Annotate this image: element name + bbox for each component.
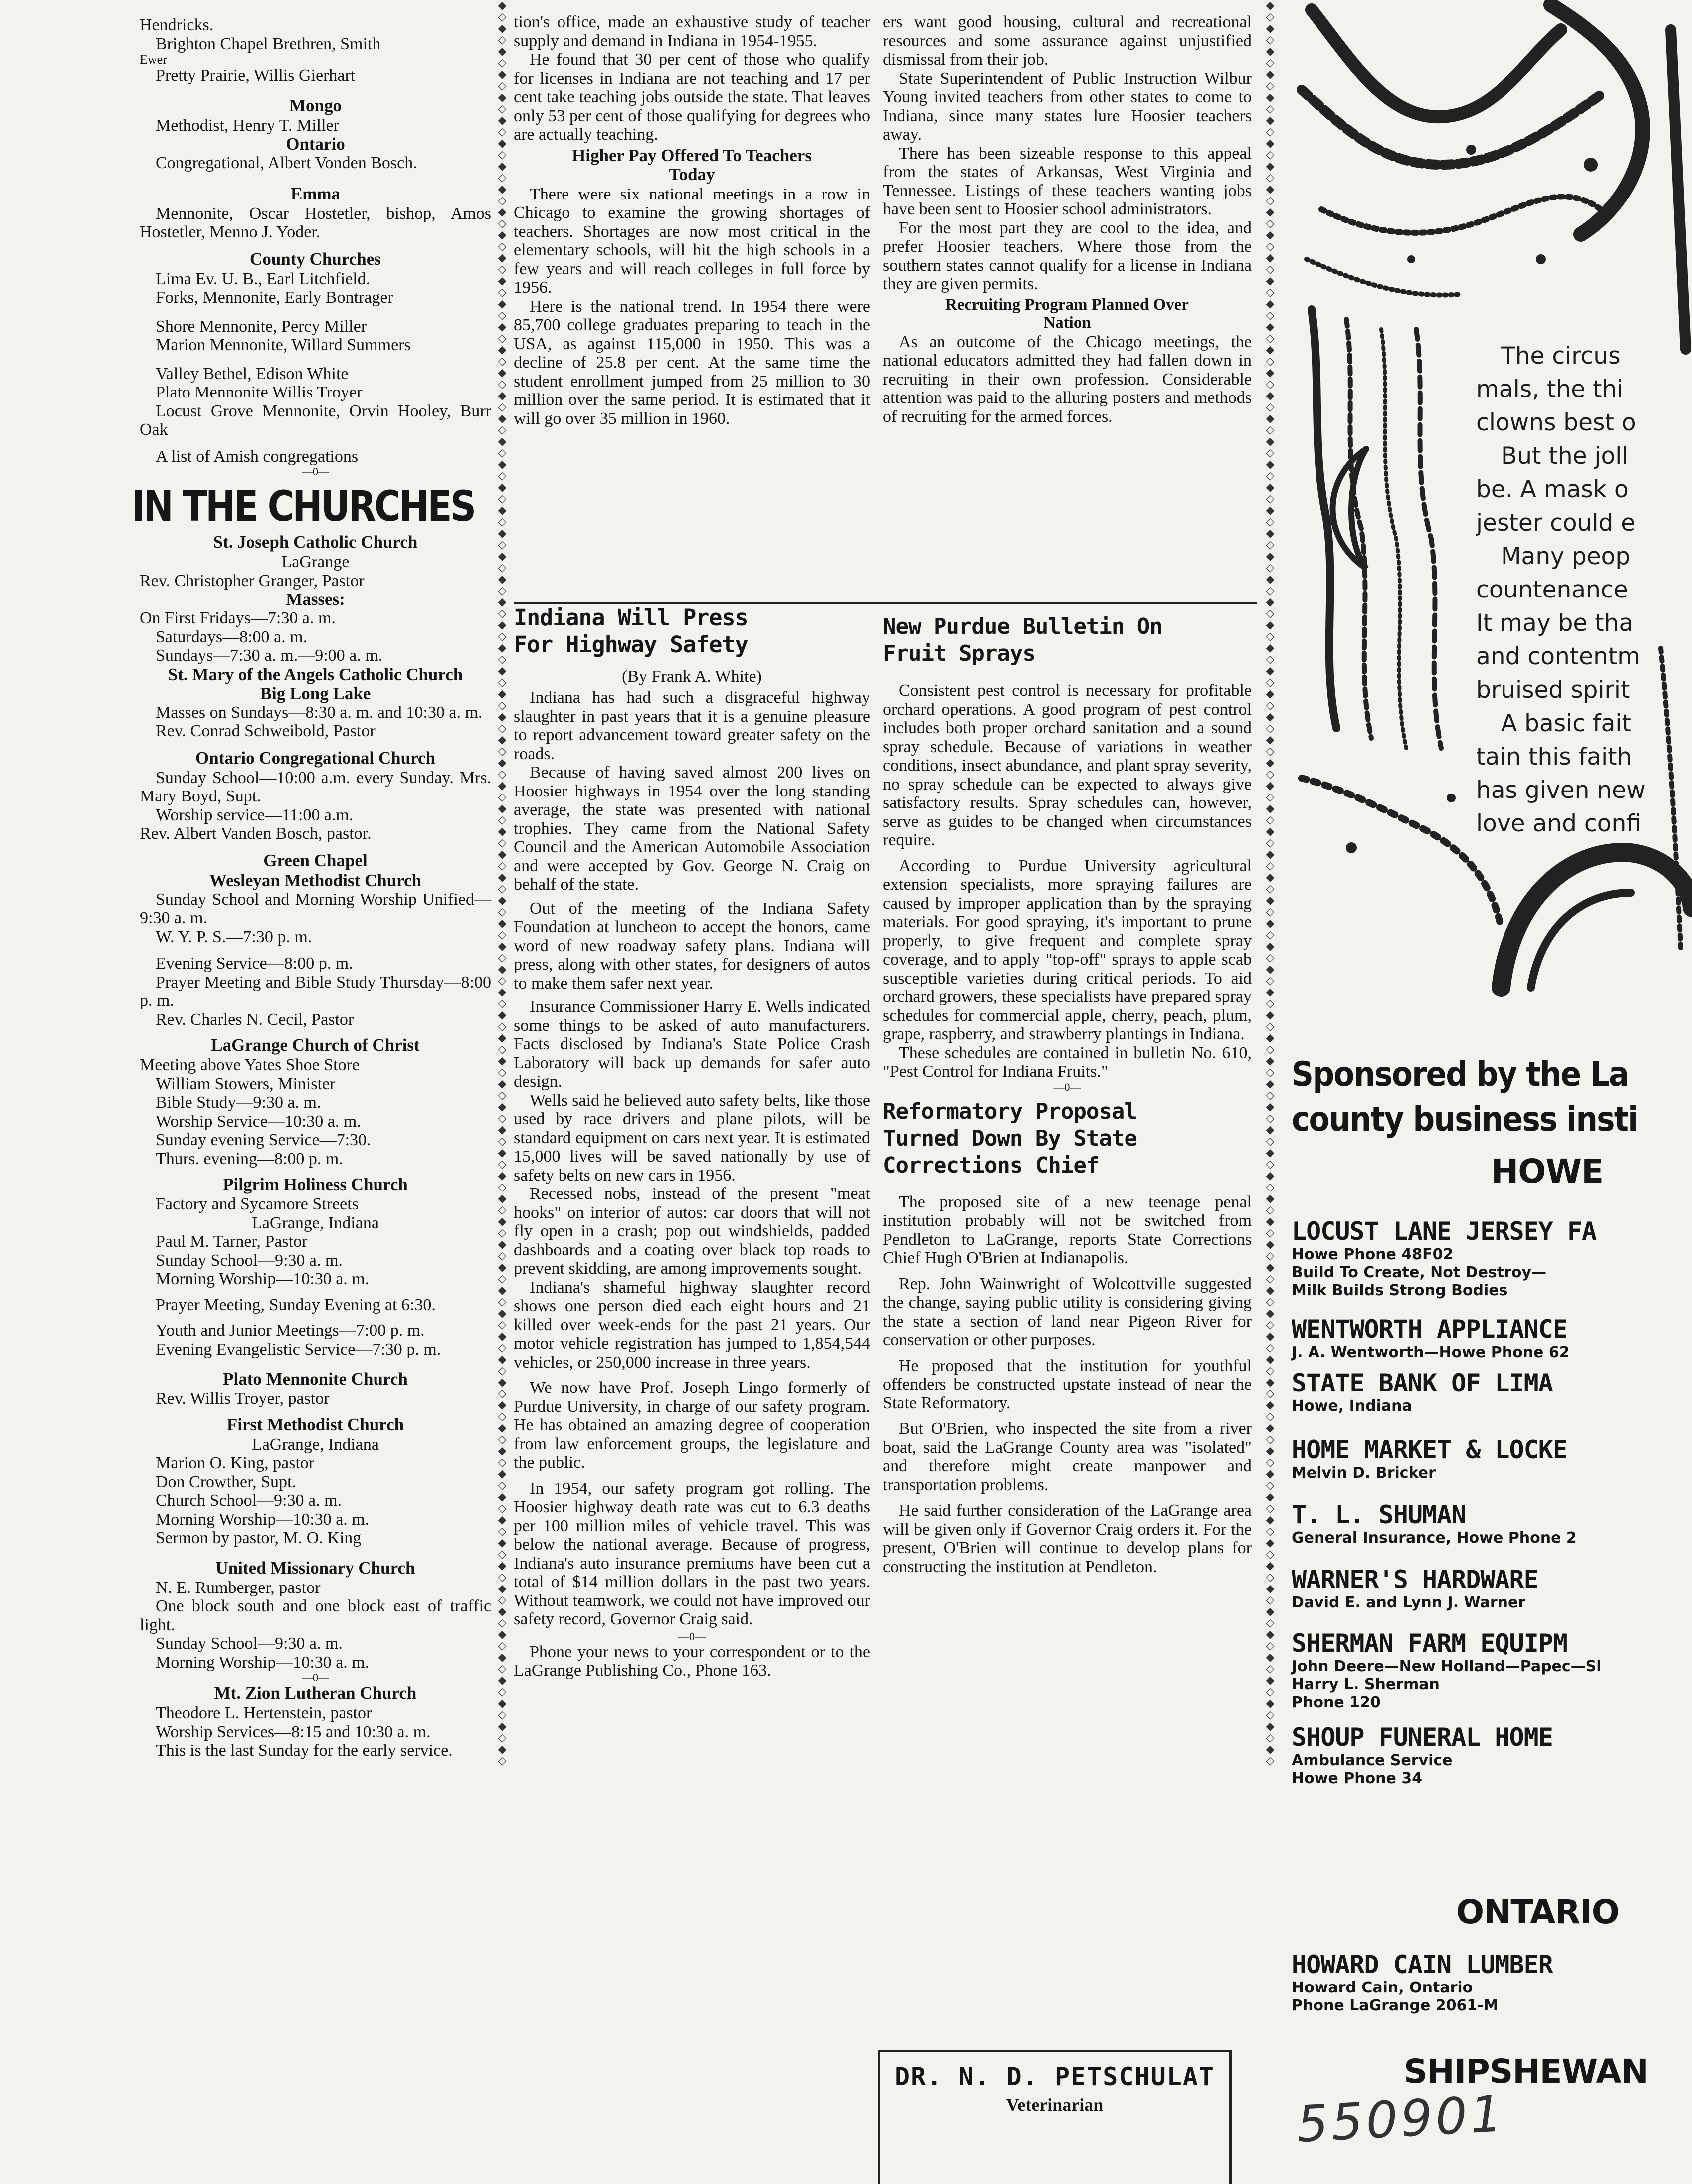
ad-line: and contentm <box>1476 643 1641 670</box>
church-line: Sundays—7:30 a. m.—9:00 a. m. <box>156 646 383 665</box>
paragraph: Phone your news to your correspondent or to the LaGrange Publishing Co., Phone 163. <box>514 1642 870 1680</box>
text-line: Marion Mennonite, Willard Summers <box>156 336 411 354</box>
article-highway-safety <box>514 602 870 1680</box>
church-line: Morning Worship—10:30 a. m. <box>156 1270 370 1288</box>
paragraph: We now have Prof. Joseph Lingo formerly of Purdue University, in charge of our safety program. He has obtained an amazing degree of cooperation from law enforcement groups, the legislature and the public. <box>514 1379 870 1472</box>
howe-businesses <box>1292 1217 1692 1787</box>
brush-stroke <box>1321 197 1601 233</box>
paragraph: Indiana has had such a disgraceful highway slaughter in past years that it is a genuine pleasure to report advancement toward greater safety on the roads. <box>514 688 870 763</box>
column-rule-left: ◆◇◆◇◆◇◆◇◆◇◆◇◆◇◆◇◆◇◆◇◆◇◆◇◆◇◆◇◆◇◆◇◆◇◆◇◆◇◆◇◆◇◆◇◆◇◆◇◆◇◆◇◆◇◆◇◆◇◆◇◆◇◆◇◆◇◆◇◆◇◆◇◆◇◆◇◆◇◆◇◆◇◆◇◆◇◆◇◆◇◆◇◆◇◆◇◆◇◆◇◆◇◆◇◆◇◆◇◆◇◆◇◆◇◆◇◆◇◆◇◆◇◆◇◆◇◆◇◆◇◆◇◆◇◆◇◆◇◆◇◆◇◆◇◆◇◆◇◆◇◆◇◆◇ <box>498 0 507 1767</box>
business-detail: Phone LaGrange 2061-M <box>1292 1997 1499 2014</box>
church-line: Sunday School—9:30 a. m. <box>156 1251 343 1270</box>
church-location: Wesleyan Methodist Church <box>209 870 422 890</box>
church-line: Rev. Albert Vanden Bosch, pastor. <box>140 824 372 843</box>
business-listing <box>1292 1950 1692 2015</box>
town-heading-ontario: ONTARIO <box>1456 1893 1619 1931</box>
business-detail: Phone 120 <box>1292 1694 1381 1711</box>
business-detail: Milk Builds Strong Bodies <box>1292 1282 1508 1299</box>
business-detail: Harry L. Sherman <box>1292 1676 1440 1693</box>
paragraph: Indiana's shameful highway slaughter record shows one person died each eight hours and 21 killed over week-ends for the past 21 years. Our motor vehicle registration has jumped to 1,854,544 vehicles, or 250,000 increase in three years. <box>514 1278 870 1372</box>
brush-stroke <box>1671 30 1686 349</box>
church-line: Sunday School—9:30 a. m. <box>156 1634 343 1653</box>
ad-line: Many peop <box>1501 543 1631 570</box>
business-name: T. L. SHUMAN <box>1292 1500 1466 1529</box>
church-line: Thurs. evening—8:00 p. m. <box>156 1149 343 1168</box>
paragraph: But O'Brien, who inspected the site from a river boat, said the LaGrange County area was "isolated" and therefore might create manpower and transportation problems. <box>883 1419 1252 1494</box>
business-name: HOME MARKET & LOCKE <box>1292 1435 1567 1464</box>
subheading: Recruiting Program Planned Over Nation <box>945 295 1189 332</box>
ad-line: be. A mask o <box>1476 476 1629 503</box>
ad-line: has given new <box>1476 777 1646 804</box>
star-dot <box>1536 254 1546 264</box>
church-line: N. E. Rumberger, pastor <box>156 1578 321 1597</box>
ad-line: bruised spirit <box>1476 676 1630 704</box>
business-listing <box>1292 1435 1692 1482</box>
paragraph: The proposed site of a new teenage penal institution probably will not be switched from Pendleton to LaGrange, reports State Corrections Chief Hugh O'Brien at Indianapolis. <box>883 1192 1252 1267</box>
byline: (By Frank A. White) <box>622 667 762 686</box>
ontario-businesses <box>1292 1950 1692 2015</box>
ad-line: mals, the thi <box>1476 376 1624 403</box>
church-line: Saturdays—8:00 a. m. <box>156 627 308 646</box>
church-line: Meeting above Yates Shoe Store <box>140 1056 360 1074</box>
church-line: Rev. Christopher Granger, Pastor <box>140 571 365 590</box>
headline: Reformatory Proposal Turned Down By State Corrections Chief <box>883 1098 1137 1178</box>
church-entry <box>140 533 491 665</box>
town-heading-shipshewana: SHIPSHEWAN <box>1404 2052 1648 2091</box>
paragraph: Here is the national trend. In 1954 there were 85,700 college graduates preparing to teach in the USA, as against 115,000 in 1950. This was a decline of 25.8 per cent. At the same time the student enrollment jumped from 25 million to 30 million over the same period. It is estimated that it will go over 35 million in 1960. <box>514 297 870 428</box>
church-line: Don Crowther, Supt. <box>156 1472 296 1491</box>
church-name: Ontario Congregational Church <box>195 748 435 768</box>
town-heading-howe: HOWE <box>1491 1152 1604 1191</box>
business-name: LOCUST LANE JERSEY FA <box>1292 1217 1597 1246</box>
church-line: Rev. Conrad Schweibold, Pastor <box>156 722 376 740</box>
church-line: LaGrange, Indiana <box>252 1213 379 1232</box>
business-listing <box>1292 1369 1692 1415</box>
ad-line: A basic fait <box>1501 710 1631 737</box>
church-entry <box>140 1415 491 1548</box>
church-line: Bible Study—9:30 a. m. <box>156 1093 321 1112</box>
church-entry <box>140 1036 491 1168</box>
ad-line: The circus <box>1501 342 1621 370</box>
church-line: Evening Service—8:00 p. m. <box>156 954 353 973</box>
ad-line: It may be tha <box>1476 609 1634 637</box>
paragraph: tion's office, made an exhaustive study of teacher supply and demand in Indiana in 1954-1955. <box>514 13 870 50</box>
business-detail: J. A. Wentworth—Howe Phone 62 <box>1292 1344 1570 1361</box>
star-dot <box>1346 842 1357 853</box>
church-name: United Missionary Church <box>215 1558 415 1578</box>
teacher-shortage-continued <box>514 13 870 428</box>
business-name: SHOUP FUNERAL HOME <box>1292 1723 1553 1752</box>
paragraph: There has been sizeable response to this appeal from the states of Arkansas, West Virginia and Tennessee. Listings of these teachers wanting jobs have been sent to Hoosier school administrators. <box>883 144 1252 218</box>
business-detail: Ambulance Service <box>1292 1752 1453 1769</box>
church-line: Masses on Sundays—8:30 a. m. and 10:30 a. m. <box>156 703 483 722</box>
business-name: WARNER'S HARDWARE <box>1292 1565 1538 1594</box>
business-name: STATE BANK OF LIMA <box>1292 1369 1553 1397</box>
business-detail: Howe Phone 48F02 <box>1292 1246 1454 1263</box>
church-name: St. Mary of the Angels Catholic Church <box>168 664 463 684</box>
town-heading: Ontario <box>286 134 345 154</box>
church-line: Paul M. Tarner, Pastor <box>156 1232 308 1251</box>
paragraph: He found that 30 per cent of those who qualify for licenses in Indiana are not teaching and 17 per cent take teaching jobs outside the state. That leaves only 53 per cent of those qualifying for degrees who are actually teaching. <box>514 50 870 144</box>
church-name: St. Joseph Catholic Church <box>213 532 418 552</box>
circus-text <box>1476 339 1692 840</box>
column-rule-right: ◆◇◆◇◆◇◆◇◆◇◆◇◆◇◆◇◆◇◆◇◆◇◆◇◆◇◆◇◆◇◆◇◆◇◆◇◆◇◆◇◆◇◆◇◆◇◆◇◆◇◆◇◆◇◆◇◆◇◆◇◆◇◆◇◆◇◆◇◆◇◆◇◆◇◆◇◆◇◆◇◆◇◆◇◆◇◆◇◆◇◆◇◆◇◆◇◆◇◆◇◆◇◆◇◆◇◆◇◆◇◆◇◆◇◆◇◆◇◆◇◆◇◆◇◆◇◆◇◆◇◆◇◆◇◆◇◆◇◆◇◆◇◆◇◆◇◆◇◆◇◆◇◆◇ <box>1266 0 1275 1767</box>
business-detail: David E. and Lynn J. Warner <box>1292 1594 1526 1611</box>
brush-stroke <box>1302 90 1601 165</box>
text-line: Forks, Mennonite, Early Bontrager <box>156 288 393 307</box>
church-line: William Stowers, Minister <box>156 1074 336 1093</box>
paragraph: Because of having saved almost 200 lives on Hoosier highways in 1954 over the long standing average, the state was presented with national trophies. They came from the National Safety Council and the American Automobile Association and were accepted by Gov. George N. Craig on behalf of the state. <box>514 763 870 894</box>
church-location: LaGrange <box>281 553 350 571</box>
headline: Indiana Will Press For Highway Safety <box>514 604 748 658</box>
sponsor-heading <box>1292 1052 1652 1142</box>
church-line: Prayer Meeting and Bible Study Thursday—8:00 p. m. <box>140 973 491 1010</box>
town-heading: Mongo <box>289 95 342 115</box>
sponsor-line: county business insti <box>1292 1100 1638 1139</box>
subheading: Higher Pay Offered To Teachers Today <box>572 145 812 184</box>
business-listing <box>1292 1500 1692 1547</box>
churches-title: IN THE CHURCHES <box>132 482 475 531</box>
church-location: LaGrange, Indiana <box>252 1435 379 1454</box>
paragraph: Out of the meeting of the Indiana Safety Foundation at luncheon to accept the honors, came word of new roadway safety plans. Indiana will press, along with other states, for designers of autos to make them safer next year. <box>514 899 870 993</box>
church-line: Morning Worship—10:30 a. m. <box>156 1510 370 1529</box>
business-detail: Melvin D. Bricker <box>1292 1464 1436 1482</box>
brush-stroke <box>1307 259 1461 295</box>
paragraph: State Superintendent of Public Instruction Wilbur Young invited teachers from other states to come to Indiana, since many states lure Hoosier teachers away. <box>883 69 1252 144</box>
masses-heading: Masses: <box>286 590 345 609</box>
business-name: WENTWORTH APPLIANCE <box>1292 1315 1567 1344</box>
paragraph: In 1954, our safety program got rolling. The Hoosier highway death rate was cut to 6.3 deaths per 100 million miles of vehicle travel. This was below the national average. Because of progress, Indiana's auto insurance premiums have been cut a total of $14 million dollars in the past two years. Without teamwork, we could not have improved our safety record, Governor Craig said. <box>514 1479 870 1628</box>
business-listing <box>1292 1315 1692 1362</box>
star-dot <box>1447 794 1456 802</box>
church-name: Green Chapel <box>263 850 368 870</box>
church-list-top <box>140 16 491 478</box>
church-line: Sermon by pastor, M. O. King <box>156 1529 362 1547</box>
paragraph: According to Purdue University agricultural extension specialists, more spraying failures are caused by improper application than by the spraying materials. For good spraying, it's important to prune properly, to give frequent and complete spray coverage, and to apply "top-off" sprays to apple scab susceptible varieties during critical periods. To aid orchard growers, these specialists have prepared spray schedules for commercial apple, cherry, peach, plum, grape, raspberry, and strawberry plantings in Indiana. <box>883 856 1252 1043</box>
paragraph: For the most part they are cool to the idea, and prefer Hoosier teachers. Where those from the southern states cannot qualify for a license in Indiana they are given permits. <box>883 218 1252 293</box>
text-line: Locust Grove Mennonite, Orvin Hooley, Burr Oak <box>140 401 491 439</box>
church-entry <box>140 1559 491 1684</box>
business-listing <box>1292 1629 1692 1712</box>
paragraph: Wells said he believed auto safety belts, like those used by race drivers and plane pilots, will be standard equipment on cars next year. It is estimated 15,000 lives will be saved nationally by use of safety belts on new cars in 1956. <box>514 1091 870 1185</box>
paragraph: As an outcome of the Chicago meetings, the national educators admitted they had fallen down in recruiting in their own profession. Considerable attention was paid to the alluring posters and methods of recruiting for the armed forces. <box>883 332 1252 426</box>
veterinarian-name: DR. N. D. PETSCHULAT <box>894 2062 1215 2091</box>
column-right <box>883 0 1252 1576</box>
ad-line: jester could e <box>1476 509 1636 537</box>
church-entry <box>140 665 491 741</box>
ruffle-line <box>1381 329 1406 748</box>
sponsor-line: Sponsored by the La <box>1292 1055 1629 1094</box>
church-line: Rev. Willis Troyer, pastor <box>156 1390 330 1408</box>
business-detail: Howe, Indiana <box>1292 1397 1412 1415</box>
church-name: Plato Mennonite Church <box>223 1369 408 1389</box>
paragraph: Insurance Commissioner Harry E. Wells indicated some things to be asked of auto manufacturers. Facts disclosed by Indiana's State Police Crash Laboratory will back up demands for safer auto design. <box>514 997 870 1091</box>
church-line: Sunday School—10:00 a.m. every Sunday. Mrs. Mary Boyd, Supt. <box>140 768 491 805</box>
church-name: LaGrange Church of Christ <box>211 1035 420 1055</box>
text-line: Mennonite, Oscar Hostetler, bishop, Amos Hostetler, Menno J. Yoder. <box>140 204 491 241</box>
arc-swirl <box>1531 893 1631 988</box>
ad-line: But the joll <box>1501 442 1629 470</box>
business-listing <box>1292 1217 1692 1300</box>
paragraph: ers want good housing, cultural and recreational resources and some assurance against unjustified dismissal from their job. <box>883 13 1252 69</box>
veterinarian-title: Veterinarian <box>1006 2095 1104 2115</box>
church-name: Mt. Zion Lutheran Church <box>214 1683 417 1703</box>
text-line: Brighton Chapel Brethren, Smith <box>156 34 381 53</box>
church-line: Worship service—11:00 a.m. <box>156 805 354 824</box>
ad-line: tain this faith <box>1476 743 1632 771</box>
church-entry <box>140 1684 491 1760</box>
divider: —0— <box>1053 1080 1081 1093</box>
column-churches <box>132 0 491 2182</box>
business-detail: John Deere—New Holland—Papec—Sl <box>1292 1658 1602 1675</box>
church-line: Worship Service—10:30 a. m. <box>156 1112 361 1131</box>
church-entry <box>140 851 491 1029</box>
brush-stroke <box>1312 10 1561 117</box>
business-name: SHERMAN FARM EQUIPM <box>1292 1629 1567 1658</box>
business-detail: Howe Phone 34 <box>1292 1770 1423 1787</box>
text-line: Methodist, Henry T. Miller <box>156 116 339 135</box>
business-name: HOWARD CAIN LUMBER <box>1292 1950 1553 1979</box>
church-line: W. Y. P. S.—7:30 p. m. <box>156 927 312 946</box>
divider: —0— <box>302 465 329 478</box>
text-line: Ewer <box>140 52 167 67</box>
church-line: Church School—9:30 a. m. <box>156 1491 342 1510</box>
paragraph: Recessed nobs, instead of the present "meat hooks" on interior of autos: car doors that will not fly open in a crash; pop out windshields, padded dashboards and a coating over black top roads to prevent skidding, are among improvements sought. <box>514 1185 870 1278</box>
church-line: Evening Evangelistic Service—7:30 p. m. <box>156 1340 441 1359</box>
veterinarian-ad-box <box>878 2050 1232 2184</box>
paragraph: He said further consideration of the LaGrange area will be given only if Governor Craig orders it. For the present, O'Brien will continue to develop plans for constructing the institution at Pendleton. <box>883 1501 1252 1576</box>
church-line: Youth and Junior Meetings—7:00 p. m. <box>156 1321 425 1340</box>
church-line: Prayer Meeting, Sunday Evening at 6:30. <box>156 1295 436 1314</box>
headline: New Purdue Bulletin On Fruit Sprays <box>883 614 1162 666</box>
column-middle <box>514 0 870 1680</box>
text-line: Hendricks. <box>140 16 214 34</box>
star-dot <box>1466 145 1476 155</box>
business-listing <box>1292 1565 1692 1612</box>
teacher-recruiting-continued <box>883 13 1252 426</box>
star-dot <box>1407 255 1415 263</box>
brush-stroke <box>1302 778 1501 928</box>
church-line: Morning Worship—10:30 a. m. <box>156 1653 370 1672</box>
church-entry <box>140 749 491 843</box>
star-dot <box>1584 158 1598 172</box>
church-line: On First Fridays—7:30 a. m. <box>140 609 336 627</box>
church-line: Theodore L. Hertenstein, pastor <box>156 1704 372 1722</box>
divider: —0— <box>678 1630 706 1643</box>
paragraph: Consistent pest control is necessary for profitable orchard operations. A good program of pest control includes both proper orchard sanitation and a sound spray schedule. Because of variations in weather conditions, insect abundance, and plant spray severity, no spray schedule can be expected to always give satisfactory results. Spray schedules can, however, serve as guides to be changed when circumstances require. <box>883 681 1252 849</box>
ad-line: clowns best o <box>1476 409 1636 436</box>
ad-line: countenance <box>1476 576 1628 603</box>
church-line: Rev. Charles N. Cecil, Pastor <box>156 1010 354 1029</box>
text-line: Lima Ev. U. B., Earl Litchfield. <box>156 269 371 288</box>
text-line: Shore Mennonite, Percy Miller <box>156 317 367 336</box>
church-location: Big Long Lake <box>260 683 371 703</box>
church-line: Worship Services—8:15 and 10:30 a. m. <box>156 1722 431 1741</box>
church-line: Sunday School and Morning Worship Unified—9:30 a. m. <box>140 890 491 927</box>
town-heading: Emma <box>290 184 341 203</box>
church-entry <box>140 1175 491 1359</box>
arc-swirl <box>1501 852 1692 988</box>
church-line: This is the last Sunday for the early service. <box>156 1741 453 1760</box>
ad-line: love and confi <box>1476 810 1641 837</box>
paragraph: Rep. John Wainwright of Wolcottville suggested the change, saying public utility is considering giving the state a section of land near Pigeon River for conservation or other purposes. <box>883 1274 1252 1349</box>
business-detail: Build To Create, Not Destroy— <box>1292 1264 1547 1281</box>
church-line: Factory and Sycamore Streets <box>156 1195 359 1213</box>
text-line: A list of Amish congregations <box>156 447 359 466</box>
church-line: Sunday evening Service—7:30. <box>156 1131 371 1149</box>
divider: —0— <box>302 1671 329 1684</box>
ruffle-line <box>1416 329 1441 748</box>
article-fruit-sprays <box>883 602 1252 1576</box>
business-detail: General Insurance, Howe Phone 2 <box>1292 1529 1577 1547</box>
text-line: Plato Mennonite Willis Troyer <box>156 383 363 401</box>
text-line: Valley Bethel, Edison White <box>156 364 349 383</box>
church-name: Pilgrim Holiness Church <box>223 1175 408 1194</box>
church-name: First Methodist Church <box>226 1414 404 1434</box>
church-entry <box>140 1370 491 1408</box>
town-heading: County Churches <box>250 249 381 269</box>
archive-stamp: 550901 <box>1295 2084 1506 2154</box>
text-line: Congregational, Albert Vonden Bosch. <box>156 154 417 172</box>
paragraph: There were six national meetings in a row in Chicago to examine the growing shortages of teachers. Shortages are now most critical in the elementary schools, will hit the high schools in a few years and will reach colleges in full force by 1956. <box>514 185 870 297</box>
church-line: Marion O. King, pastor <box>156 1454 315 1472</box>
text-line: Pretty Prairie, Willis Gierhart <box>156 66 356 85</box>
paragraph: These schedules are contained in bulletin No. 610, "Pest Control for Indiana Fruits." <box>883 1043 1252 1081</box>
paragraph: He proposed that the institution for youthful offenders be constructed upstate instead of near the State Reformatory. <box>883 1356 1252 1412</box>
church-line: One block south and one block east of traffic light. <box>140 1597 491 1634</box>
business-detail: Howard Cain, Ontario <box>1292 1979 1473 1996</box>
business-listing <box>1292 1723 1692 1787</box>
circus-sponsor-ad <box>1292 0 1692 2182</box>
